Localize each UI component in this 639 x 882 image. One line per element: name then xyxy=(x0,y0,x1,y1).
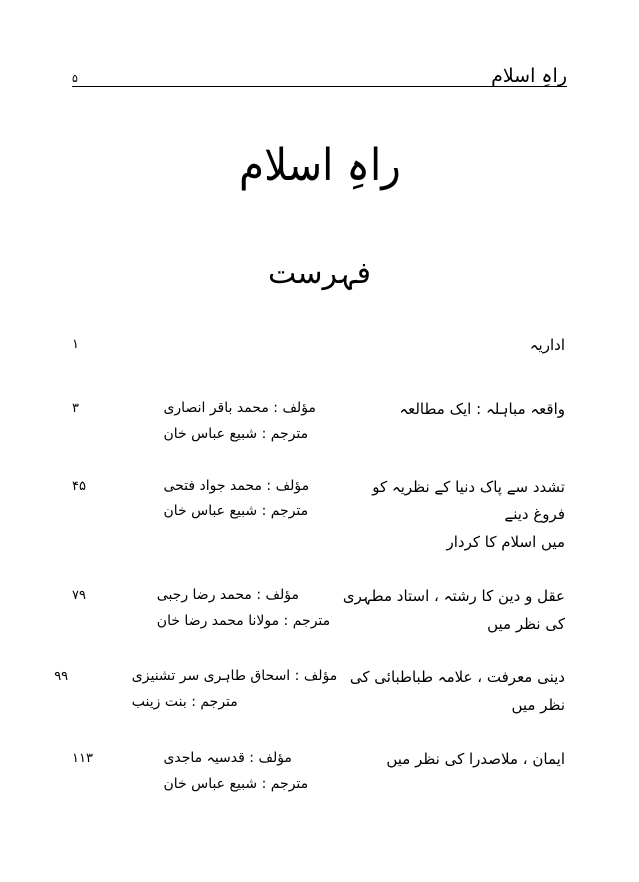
toc-entry-page: ۹۹ xyxy=(54,669,69,685)
toc-row xyxy=(72,332,567,360)
toc-title-line: میں اسلام کا کردار xyxy=(446,533,565,552)
journal-logo: راہِ اسلام xyxy=(238,140,401,191)
author-credit: مؤلف : قدسیہ ماجدی xyxy=(163,749,292,766)
author-credit: مؤلف : محمد جواد فتحی xyxy=(163,477,310,494)
toc-row xyxy=(72,474,567,557)
toc-row xyxy=(72,396,567,448)
toc-row xyxy=(54,664,567,720)
toc-entry-title xyxy=(337,332,567,360)
toc-entry-credits xyxy=(119,583,330,635)
table-of-contents xyxy=(54,332,567,824)
translator-credit: مترجم : شبیع عباس خان xyxy=(163,425,309,442)
toc-entry-title xyxy=(337,396,567,424)
toc-title-line: دینی معرفت ، علامہ طباطبائی کی نظر میں xyxy=(349,668,565,715)
translator-credit: مترجم : شبیع عباس خان xyxy=(163,775,309,792)
translator-credit: مترجم : مولانا محمد رضا خان xyxy=(156,612,331,629)
author-credit: مؤلف : محمد رضا رجبی xyxy=(156,586,299,603)
toc-entry-page: ۱ xyxy=(72,337,79,352)
translator-credit: مترجم : بنت زینب xyxy=(131,694,238,711)
toc-title-line: عقل و دین کا رشتہ ، استاد مطہری کی نظر میں xyxy=(342,586,565,633)
toc-title-line: اداریہ xyxy=(529,336,565,354)
translator-credit: مترجم : شبیع عباس خان xyxy=(163,503,309,520)
toc-entry-credits xyxy=(125,474,323,526)
toc-title-line: تشدد سے پاک دنیا کے نظریہ کو فروغ دینے xyxy=(372,477,565,524)
toc-entry-title xyxy=(337,664,567,720)
toc-heading: فہرست xyxy=(267,256,372,291)
toc-entry-page: ۱۱۳ xyxy=(72,750,93,766)
toc-entry-title xyxy=(337,583,567,639)
author-credit: مؤلف : اسحاق طاہری سر تشنیزی xyxy=(131,668,338,685)
toc-entry-page: ۷۹ xyxy=(72,587,86,603)
toc-row xyxy=(72,746,567,798)
toc-entry-page: ۳ xyxy=(72,400,79,416)
toc-row xyxy=(72,583,567,639)
author-credit: مؤلف : محمد باقر انصاری xyxy=(163,399,316,416)
toc-entry-credits xyxy=(125,396,323,448)
masthead xyxy=(0,140,639,193)
toc-title-line: واقعہ مباہلہ : ایک مطالعہ xyxy=(399,399,565,418)
toc-entry-title xyxy=(337,746,567,774)
toc-entry-credits xyxy=(94,664,338,716)
header-page-number: ۵ xyxy=(72,72,78,85)
toc-entry-page: ۴۵ xyxy=(72,478,86,494)
publication-title: راہِ اسلام xyxy=(491,65,567,87)
toc-title-line: ایمان ، ملاصدرا کی نظر میں xyxy=(386,749,565,768)
header-divider xyxy=(72,86,567,87)
toc-entry-credits xyxy=(125,746,323,798)
toc-entry-title xyxy=(337,474,567,557)
running-header xyxy=(72,58,567,86)
